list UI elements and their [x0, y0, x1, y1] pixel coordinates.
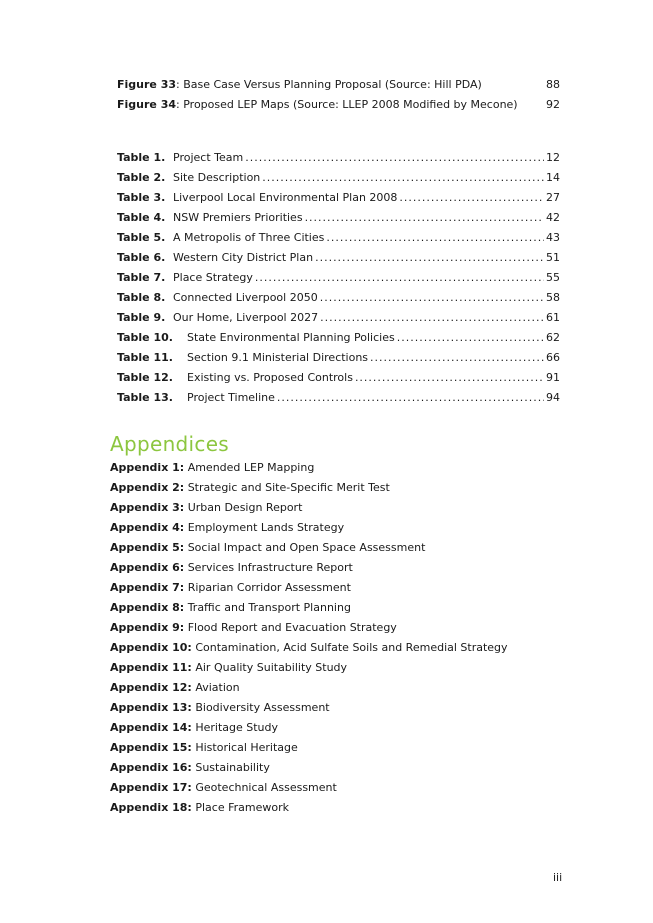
appendix-title: Historical Heritage: [195, 741, 298, 754]
table-label: Table 2.: [117, 171, 166, 184]
appendix-entry[interactable]: [110, 601, 351, 615]
appendix-entry[interactable]: [110, 581, 351, 595]
appendix-entry[interactable]: [110, 781, 337, 795]
figure-entry[interactable]: [117, 78, 560, 92]
appendix-title: Place Framework: [195, 801, 289, 814]
table-label: Table 5.: [117, 231, 166, 244]
table-page: 58: [546, 291, 560, 304]
table-page: 62: [546, 331, 560, 344]
table-entry[interactable]: [117, 351, 560, 365]
leader-dots: [370, 351, 544, 365]
appendix-entry[interactable]: [110, 481, 390, 495]
appendix-entry[interactable]: [110, 621, 397, 635]
appendix-title: Urban Design Report: [187, 501, 303, 514]
appendix-title: Flood Report and Evacuation Strategy: [187, 621, 397, 634]
appendix-entry[interactable]: [110, 741, 298, 755]
appendix-label: Appendix 9:: [110, 621, 185, 634]
table-entry[interactable]: [117, 151, 560, 165]
leader-dots: [277, 391, 544, 405]
leader-dots: [262, 171, 544, 185]
appendix-entry[interactable]: [110, 701, 330, 715]
table-entry[interactable]: [117, 271, 560, 285]
figure-label: Figure 34: [117, 98, 177, 111]
appendix-entry[interactable]: [110, 721, 278, 735]
appendix-label: Appendix 5:: [110, 541, 185, 554]
table-title: Site Description: [173, 171, 261, 184]
leader-dots: [355, 371, 544, 385]
table-title: Project Team: [173, 151, 244, 164]
leader-dots: [245, 151, 544, 165]
leader-dots: [255, 271, 544, 285]
figure-text: [117, 78, 482, 92]
appendix-label: Appendix 13:: [110, 701, 192, 714]
figure-text: [117, 98, 518, 112]
appendix-label: Appendix 7:: [110, 581, 185, 594]
appendix-entry[interactable]: [110, 801, 289, 815]
table-page: 94: [546, 391, 560, 404]
appendix-label: Appendix 1:: [110, 461, 185, 474]
table-entry[interactable]: [117, 391, 560, 405]
table-entry[interactable]: [117, 371, 560, 385]
appendix-title: Riparian Corridor Assessment: [187, 581, 351, 594]
figure-title: : Proposed LEP Maps (Source: LLEP 2008 Modified by Mecone): [176, 98, 518, 111]
leader-dots: [305, 211, 544, 225]
table-title: NSW Premiers Priorities: [173, 211, 303, 224]
leader-dots: [397, 331, 544, 345]
table-page: 91: [546, 371, 560, 384]
appendix-entry[interactable]: [110, 521, 344, 535]
table-title: Connected Liverpool 2050: [173, 291, 318, 304]
appendix-title: Heritage Study: [195, 721, 279, 734]
table-title: Project Timeline: [187, 391, 275, 404]
appendix-label: Appendix 12:: [110, 681, 192, 694]
table-label: Table 9.: [117, 311, 166, 324]
table-page: 66: [546, 351, 560, 364]
table-page: 55: [546, 271, 560, 284]
appendix-title: Sustainability: [195, 761, 270, 774]
table-page: 27: [546, 191, 560, 204]
leader-dots: [326, 231, 544, 245]
table-page: 51: [546, 251, 560, 264]
table-page: 14: [546, 171, 560, 184]
appendix-title: Employment Lands Strategy: [187, 521, 345, 534]
appendix-entry[interactable]: [110, 541, 425, 555]
appendix-title: Aviation: [195, 681, 240, 694]
appendix-entry[interactable]: [110, 661, 347, 675]
appendix-entry[interactable]: [110, 461, 314, 475]
table-label: Table 12.: [117, 371, 173, 384]
appendix-label: Appendix 14:: [110, 721, 192, 734]
appendices-heading: Appendices: [110, 432, 230, 456]
table-label: Table 13.: [117, 391, 173, 404]
appendix-entry[interactable]: [110, 681, 240, 695]
table-label: Table 8.: [117, 291, 166, 304]
figure-entry[interactable]: [117, 98, 560, 112]
figure-page: 92: [546, 98, 560, 111]
leader-dots: [320, 291, 544, 305]
appendix-label: Appendix 15:: [110, 741, 192, 754]
appendix-label: Appendix 2:: [110, 481, 185, 494]
table-entry[interactable]: [117, 191, 560, 205]
leader-dots: [320, 311, 544, 325]
table-page: 43: [546, 231, 560, 244]
table-title: Western City District Plan: [173, 251, 314, 264]
appendix-label: Appendix 4:: [110, 521, 185, 534]
appendix-entry[interactable]: [110, 761, 270, 775]
appendix-title: Strategic and Site-Specific Merit Test: [187, 481, 390, 494]
table-label: Table 4.: [117, 211, 166, 224]
table-title: Liverpool Local Environmental Plan 2008: [173, 191, 398, 204]
appendix-label: Appendix 17:: [110, 781, 192, 794]
appendix-label: Appendix 18:: [110, 801, 192, 814]
appendix-title: Social Impact and Open Space Assessment: [187, 541, 426, 554]
table-page: 42: [546, 211, 560, 224]
table-label: Table 3.: [117, 191, 166, 204]
table-page: 61: [546, 311, 560, 324]
table-page: 12: [546, 151, 560, 164]
table-title: Section 9.1 Ministerial Directions: [187, 351, 369, 364]
page-number: iii: [553, 871, 563, 884]
table-label: Table 11.: [117, 351, 173, 364]
appendix-title: Biodiversity Assessment: [195, 701, 330, 714]
leader-dots: [399, 191, 544, 205]
figure-title: : Base Case Versus Planning Proposal (Source: Hill PDA): [176, 78, 482, 91]
table-entry[interactable]: [117, 231, 560, 245]
table-label: Table 1.: [117, 151, 166, 164]
table-title: Existing vs. Proposed Controls: [187, 371, 353, 384]
figure-label: Figure 33: [117, 78, 177, 91]
table-title: State Environmental Planning Policies: [187, 331, 395, 344]
appendix-label: Appendix 3:: [110, 501, 185, 514]
table-label: Table 10.: [117, 331, 173, 344]
leader-dots: [315, 251, 544, 265]
appendix-label: Appendix 11:: [110, 661, 192, 674]
figure-page: 88: [546, 78, 560, 91]
appendix-label: Appendix 10:: [110, 641, 192, 654]
appendix-label: Appendix 6:: [110, 561, 185, 574]
appendix-title: Contamination, Acid Sulfate Soils and Remedial Strategy: [195, 641, 508, 654]
appendix-entry[interactable]: [110, 501, 302, 515]
table-entry[interactable]: [117, 311, 560, 325]
table-entry[interactable]: [117, 331, 560, 345]
appendix-title: Amended LEP Mapping: [187, 461, 315, 474]
table-label: Table 6.: [117, 251, 166, 264]
appendix-title: Air Quality Suitability Study: [195, 661, 348, 674]
table-label: Table 7.: [117, 271, 166, 284]
table-entry[interactable]: [117, 171, 560, 185]
appendix-title: Services Infrastructure Report: [187, 561, 353, 574]
appendix-entry[interactable]: [110, 641, 508, 655]
table-title: Place Strategy: [173, 271, 253, 284]
table-entry[interactable]: [117, 211, 560, 225]
table-entry[interactable]: [117, 251, 560, 265]
table-title: Our Home, Liverpool 2027: [173, 311, 319, 324]
appendix-label: Appendix 16:: [110, 761, 192, 774]
appendix-title: Geotechnical Assessment: [195, 781, 337, 794]
appendix-entry[interactable]: [110, 561, 353, 575]
appendix-title: Traffic and Transport Planning: [187, 601, 351, 614]
appendix-label: Appendix 8:: [110, 601, 185, 614]
table-title: A Metropolis of Three Cities: [173, 231, 325, 244]
table-entry[interactable]: [117, 291, 560, 305]
